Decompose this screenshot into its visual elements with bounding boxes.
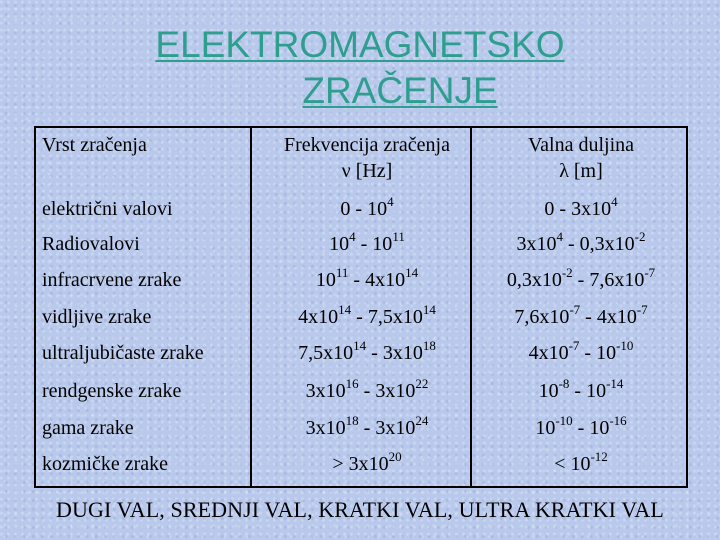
wavelength-cell: $0 - 3x10^4$	[544, 194, 618, 220]
radiation-type-cell: rendgenske zrake	[42, 380, 182, 402]
exponent: -14	[606, 376, 624, 391]
radiation-type-cell: ultraljubičaste zrake	[42, 342, 204, 364]
exponent: 4	[556, 229, 563, 244]
exponent: -10	[555, 413, 573, 428]
wavelength-cell: $7,6x10^{-7} - 4x10^{-7}$	[514, 302, 648, 328]
frequency-cell: > $3x10^{20}$	[332, 449, 402, 475]
radiation-type-cell: Radiovalovi	[42, 233, 140, 255]
exponent: -2	[561, 265, 573, 280]
exponent: -8	[558, 376, 570, 391]
slide-title-line-2: ZRAČENJE	[302, 70, 498, 111]
exponent: -7	[569, 302, 581, 317]
exponent: 11	[335, 265, 349, 280]
wavelength-cell: $10^{-8} - 10^{-14}$	[538, 376, 624, 402]
wavelength-cell: $4x10^{-7} - 10^{-10}$	[528, 338, 634, 364]
exponent: 20	[388, 449, 402, 464]
exponent: 14	[353, 338, 367, 353]
exponent: -7	[568, 338, 580, 353]
radiation-type-cell: električni valovi	[42, 198, 173, 220]
frequency-cell: $3x10^{16} - 3x10^{22}$	[305, 376, 429, 402]
table-border-bottom	[34, 486, 688, 488]
exponent: 4	[611, 194, 618, 209]
table-border-top	[34, 126, 688, 128]
frequency-cell: $0 - 10^4$	[340, 194, 394, 220]
header-unit: λ [m]	[559, 160, 603, 182]
exponent: -7	[644, 265, 656, 280]
radiation-type-cell: infracrvene zrake	[42, 269, 182, 291]
exponent: -16	[609, 413, 627, 428]
radiation-type-cell: vidljive zrake	[42, 306, 152, 328]
frequency-cell: $4x10^{14} - 7,5x10^{14}$	[298, 302, 436, 328]
radiation-type-cell: kozmičke zrake	[42, 453, 169, 475]
wavelength-cell: $10^{-10} - 10^{-16}$	[535, 413, 627, 439]
exponent: 22	[415, 376, 429, 391]
slide-title-line-1: ELEKTROMAGNETSKO	[155, 24, 565, 65]
header-frequency	[250, 132, 484, 184]
exponent: 24	[415, 413, 429, 428]
frequency-cell: $7,5x10^{14} - 3x10^{18}$	[298, 338, 436, 364]
slide-title	[0, 22, 720, 114]
wavelength-cell: $3x10^4 - 0,3x10^{-2}$	[516, 229, 646, 255]
radiation-table	[34, 126, 688, 488]
exponent: 18	[345, 413, 359, 428]
exponent: 14	[405, 265, 419, 280]
header-radiation-type	[42, 132, 147, 158]
header-text: Valna duljina	[527, 134, 635, 156]
exponent: -2	[634, 229, 646, 244]
exponent: 11	[392, 229, 405, 244]
exponent: -12	[590, 449, 608, 464]
header-wavelength	[474, 132, 688, 184]
exponent: 18	[422, 338, 436, 353]
header-text: Vrst zračenja	[42, 134, 147, 156]
frequency-cell: $10^{11} - 4x10^{14}$	[315, 265, 419, 291]
frequency-cell: $3x10^{18} - 3x10^{24}$	[305, 413, 429, 439]
table-border-left	[34, 126, 36, 488]
exponent: -7	[636, 302, 648, 317]
footer-text: DUGI VAL, SREDNJI VAL, KRATKI VAL, ULTRA KRATKI VAL	[56, 497, 664, 522]
header-unit: ν [Hz]	[341, 160, 393, 182]
exponent: -10	[616, 338, 634, 353]
wavelength-cell: < $10^{-12}$	[554, 449, 608, 475]
exponent: 4	[387, 194, 394, 209]
exponent: 16	[345, 376, 359, 391]
header-text: Frekvencija zračenja	[283, 134, 450, 156]
frequency-cell: $10^4 - 10^{11}$	[329, 229, 405, 255]
radiation-type-cell: gama zrake	[42, 417, 134, 439]
exponent: 14	[422, 302, 436, 317]
exponent: 4	[349, 229, 356, 244]
wavelength-cell: $0,3x10^{-2} - 7,6x10^{-7}$	[506, 265, 656, 291]
exponent: 14	[338, 302, 352, 317]
